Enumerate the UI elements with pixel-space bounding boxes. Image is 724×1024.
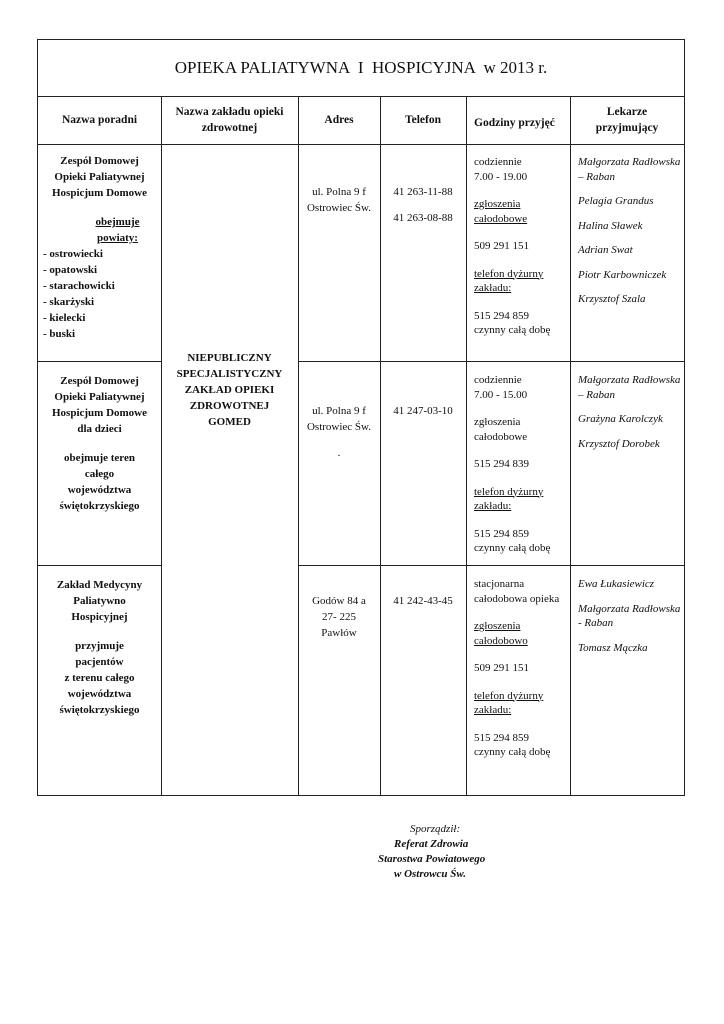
telefon-line: 41 263-11-88 [393,186,453,198]
doctor-name: Adrian Swat [578,244,633,256]
divider [298,361,684,362]
scope-heading: powiaty: [97,232,138,244]
zgloszenia-phone: 509 291 151 [474,240,529,252]
adres-line: ul. Polna 9 f [312,405,366,417]
row1-godziny [474,155,570,338]
dyzurny-phone: 515 294 859 [474,731,529,744]
dyzurny-note: czynny całą dobę [474,542,551,554]
footer-label: Sporządził: [410,823,461,835]
header-adres: Adres [324,114,354,126]
dyzurny-line: zakładu: [474,704,512,716]
facility-line: SPECJALISTYCZNY [176,368,283,380]
poradnia-name-line: Zakład Medycyny [56,579,143,591]
header-lekarze: Lekarze przyjmujący [595,106,659,134]
scope-line: świętokrzyskiego [59,500,140,512]
row2-adres [298,403,380,461]
poradnia-name-line: dla dzieci [77,423,122,435]
poradnia-name-line: Opieki Paliatywnej [54,171,145,183]
doctor-name: Ewa Łukasiewicz [578,578,655,590]
scope-item: - kielecki [43,312,86,324]
divider [570,96,571,795]
doctor-name: Krzysztof Dorobek [578,437,660,450]
table-frame [37,39,685,796]
row2-lekarze [578,373,684,451]
zgloszenia-line: całodobowe [474,212,528,225]
facility-line: NIEPUBLICZNY [187,352,272,364]
page-title: OPIEKA PALIATYWNA I HOSPICYJNA w 2013 r. [174,58,548,77]
scope-line: przyjmuje [75,640,124,652]
dyzurny-phone: 515 294 859 [474,527,529,540]
facility-line: ZDROWOTNEJ [189,400,270,412]
scope-line: świętokrzyskiego [59,704,140,716]
row1-adres [298,184,380,216]
dyzurny-line: telefon dyżurny [474,689,544,702]
poradnia-name-line: Hospicjum Domowe [51,407,148,419]
zgloszenia-line: całodobowo [474,634,528,647]
divider [38,144,684,145]
divider [298,565,684,566]
doctor-name: Halina Sławek [578,219,643,232]
row2-godziny [474,373,570,556]
poradnia-name-line: Paliatywno [73,595,126,607]
divider [38,565,161,566]
row3-lekarze [578,577,684,655]
hours-line: codziennie [474,156,522,168]
doctor-name: Krzysztof Szala [578,293,646,305]
zgloszenia-line: zgłoszenia [474,620,521,632]
telefon-line: 41 247-03-10 [393,405,453,417]
row3-telefon [380,593,466,609]
dyzurny-phone: 515 294 859 [474,309,529,322]
doctor-name: Małgorzata Radłowska – Raban [578,156,681,183]
footer-line: Starostwa Powiatowego [378,853,486,865]
adres-line: 27- 225 [322,611,356,623]
scope-line: województwa [67,688,132,700]
hours-line: całodobowa opieka [474,592,560,605]
facility-name [161,350,298,430]
scope-item: - buski [43,328,76,340]
scope-line: obejmuje teren [64,452,135,464]
divider [161,96,162,795]
row1-telefon [380,184,466,226]
scope-heading: obejmuje [95,216,140,228]
scope-line: pacjentów [75,656,124,668]
scope-item: - skarżyski [43,296,95,308]
dyzurny-line: zakładu: [474,282,512,294]
row3-poradnia [38,577,161,718]
dyzurny-line: zakładu: [474,500,512,512]
footer-line: Referat Zdrowia [394,838,469,850]
telefon-line: 41 242-43-45 [393,595,453,607]
footer-signature [370,822,510,882]
header-nazwa-poradni: Nazwa poradni [61,114,138,126]
facility-line: GOMED [208,416,251,428]
poradnia-name-line: Zespół Domowej [60,155,139,167]
row3-adres [298,593,380,641]
footer-line: w Ostrowcu Św. [394,868,467,880]
adres-line: Pawłów [321,627,357,639]
adres-line: . [337,447,341,459]
row3-godziny [474,577,570,760]
divider [466,96,467,795]
divider [38,361,161,362]
zgloszenia-phone: 509 291 151 [474,662,529,674]
adres-line: Ostrowiec Św. [306,421,372,433]
poradnia-name-line: Opieki Paliatywnej [54,391,145,403]
doctor-name: Piotr Karbowniczek [578,268,667,281]
adres-line: ul. Polna 9 f [312,186,366,198]
scope-item: - ostrowiecki [43,248,103,260]
zgloszenia-phone: 515 294 839 [474,458,529,470]
header-godziny: Godziny przyjęć [474,117,555,129]
zgloszenia-line: zgłoszenia [474,198,521,210]
header-telefon: Telefon [405,114,441,126]
scope-item: - opatowski [43,264,98,276]
dyzurny-line: telefon dyżurny [474,485,544,498]
scope-line: z terenu całego [64,672,135,684]
scope-line: województwa [67,484,132,496]
hours-line: 7.00 - 15.00 [474,388,528,401]
doctor-name: Małgorzata Radłowska - Raban [578,602,681,629]
doctor-name: Grażyna Karolczyk [578,413,663,425]
telefon-line: 41 263-08-88 [393,212,453,224]
doctor-name: Pelagia Grandus [578,195,654,207]
row2-telefon [380,403,466,419]
doctor-name: Tomasz Mączka [578,641,648,654]
hours-line: 7.00 - 19.00 [474,170,528,183]
poradnia-name-line: Zespół Domowej [60,375,139,387]
adres-line: Godów 84 a [312,595,366,607]
doctor-name: Małgorzata Radłowska – Raban [578,374,681,401]
dyzurny-note: czynny całą dobę [474,324,551,336]
adres-line: Ostrowiec Św. [306,202,372,214]
row1-poradnia [38,153,161,342]
row1-lekarze [578,155,684,307]
scope-line: całego [84,468,115,480]
dyzurny-line: telefon dyżurny [474,267,544,280]
poradnia-name-line: Hospicyjnej [71,611,128,623]
zgloszenia-line: całodobowe [474,430,528,443]
hours-line: stacjonarna [474,578,525,590]
scope-item: - starachowicki [43,280,115,292]
poradnia-name-line: Hospicjum Domowe [51,187,148,199]
row2-poradnia [38,373,161,514]
hours-line: codziennie [474,374,522,386]
header-nazwa-zakladu: Nazwa zakładu opieki zdrowotnej [175,106,284,134]
facility-line: ZAKŁAD OPIEKI [184,384,275,396]
zgloszenia-line: zgłoszenia [474,416,521,428]
dyzurny-note: czynny całą dobę [474,746,551,758]
